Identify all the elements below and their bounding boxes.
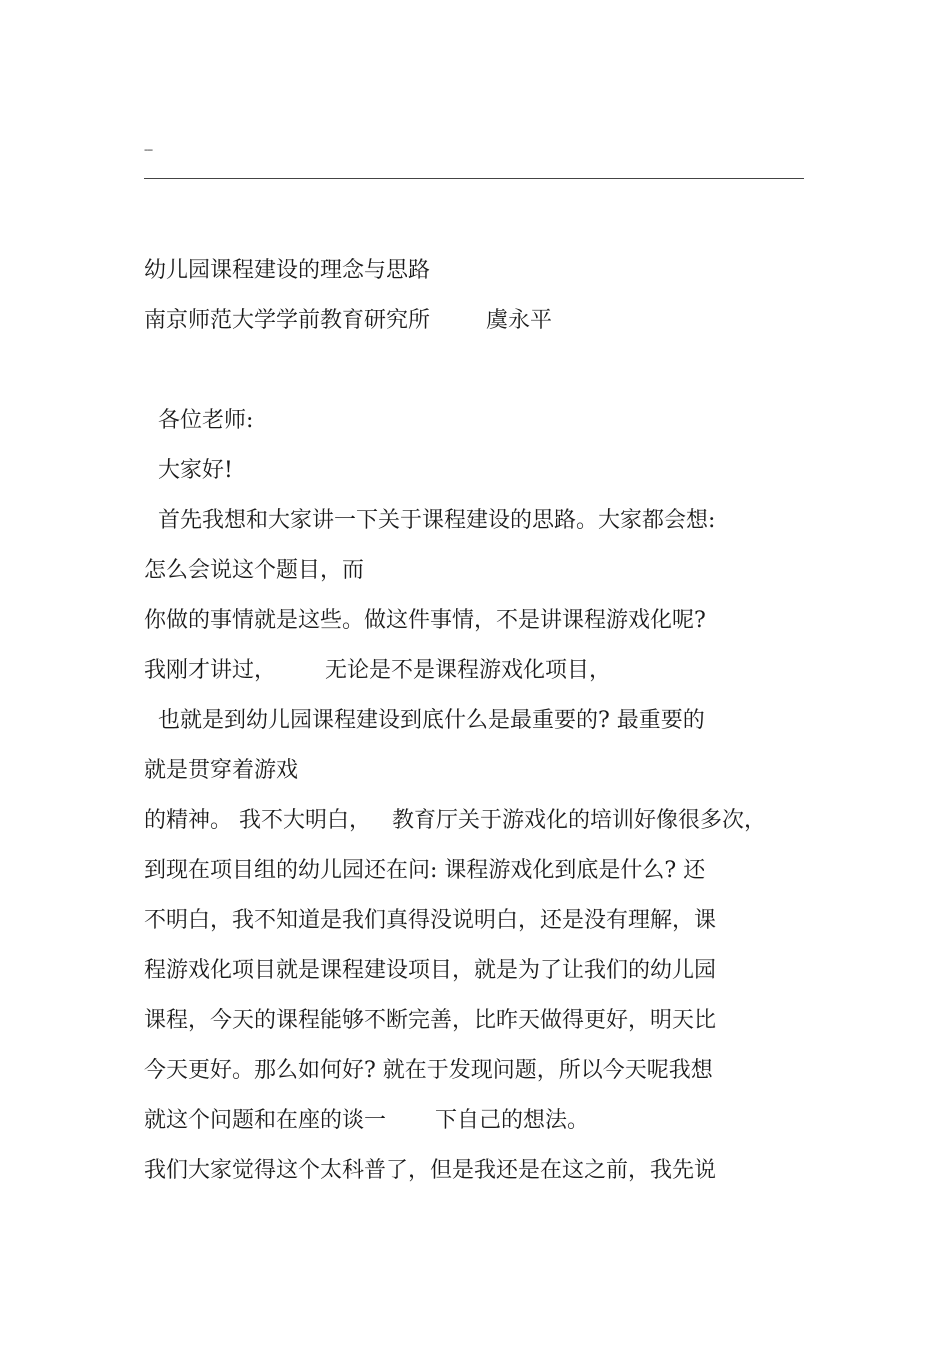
body-line: 怎么会说这个题目，而 [144, 558, 365, 583]
body-line: 就这个问题和在座的谈一 下自己的想法。 [144, 1108, 589, 1133]
header-divider [144, 178, 804, 179]
body-line: 就是贯穿着游戏 [144, 758, 299, 783]
document-title: 幼儿园课程建设的理念与思路 [144, 258, 431, 283]
header-mark: --- [144, 143, 153, 156]
body-line: 今天更好。那么如何好? 就在于发现问题，所以今天呢我想 [144, 1058, 713, 1083]
body-line: 到现在项目组的幼儿园还在问: 课程游戏化到底是什么? 还 [144, 858, 706, 883]
body-line: 各位老师: [144, 408, 254, 433]
body-line: 首先我想和大家讲一下关于课程建设的思路。大家都会想: [144, 508, 716, 533]
body-line: 程游戏化项目就是课程建设项目，就是为了让我们的幼儿园 [144, 958, 717, 983]
body-line: 不明白，我不知道是我们真得没说明白，还是没有理解，课 [144, 908, 717, 933]
body-line: 我刚才讲过， 无论是不是课程游戏化项目， [144, 658, 611, 683]
body-line: 我们大家觉得这个太科普了，但是我还是在这之前，我先说 [144, 1158, 717, 1183]
body-line: 你做的事情就是这些。做这件事情，不是讲课程游戏化呢? [144, 608, 706, 633]
body-line: 大家好! [144, 458, 233, 483]
body-line: 也就是到幼儿园课程建设到底什么是最重要的? 最重要的 [144, 708, 705, 733]
body-line: 的精神。 我不大明白， 教育厅关于游戏化的培训好像很多次， [144, 808, 766, 833]
body-line: 课程，今天的课程能够不断完善，比昨天做得更好，明天比 [144, 1008, 717, 1033]
author-line: 南京师范大学学前教育研究所 虞永平 [144, 308, 552, 333]
